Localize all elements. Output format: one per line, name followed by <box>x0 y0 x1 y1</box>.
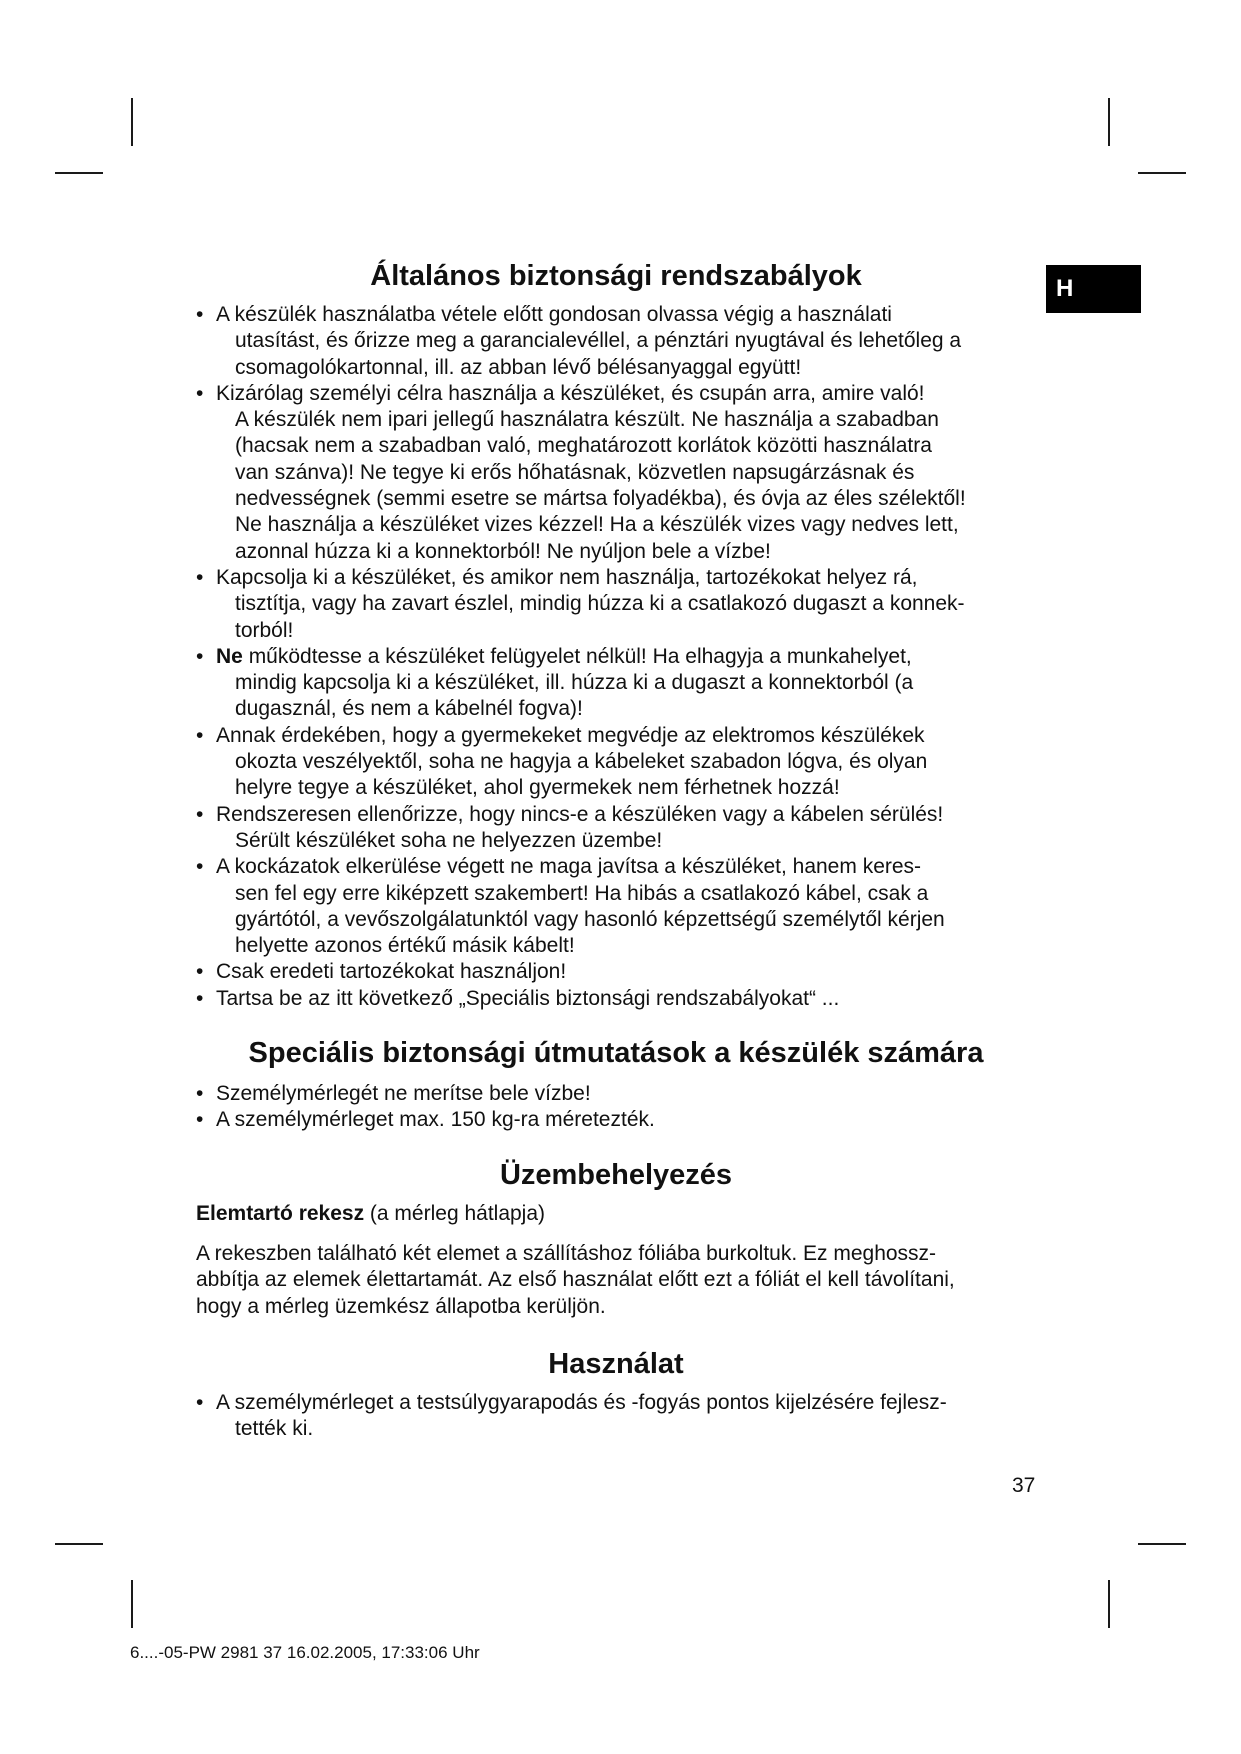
usage-list <box>196 1390 1036 1443</box>
crop-mark-top-right-vertical <box>1108 98 1110 146</box>
general-safety-title: Általános biztonsági rendszabályok <box>370 260 862 292</box>
emphasis-ne: Ne <box>216 644 243 668</box>
list-item-text: Annak érdekében, hogy a gyermekeket megvédje az elektromos készülékek <box>216 723 925 747</box>
list-item-text: sen fel egy erre kiképzett szakembert! Ha hibás a csatlakozó kábel, csak a <box>235 881 929 905</box>
list-item-text: Csak eredeti tartozékokat használjon! <box>216 960 567 984</box>
paragraph-line: abbítja az elemek élettartamát. Az első használat előtt ezt a fóliát el kell távolítani, <box>196 1268 955 1292</box>
list-item <box>196 565 1036 644</box>
list-item-text: működtesse a készüléket felügyelet nélkül! Ha elhagyja a munkahelyet, <box>242 644 912 668</box>
list-item-text: helyette azonos értékű másik kábelt! <box>235 934 575 958</box>
paragraph-line: A rekeszben található két elemet a szállításhoz fóliába burkoltuk. Ez meghossz- <box>196 1241 937 1265</box>
list-item <box>196 381 1036 565</box>
list-item <box>196 644 1036 723</box>
battery-compartment-label: Elemtartó rekesz <box>196 1201 365 1225</box>
list-item-text: Ne használja a készüléket vizes kézzel! Ha a készülék vizes vagy nedves lett, <box>235 513 959 537</box>
list-item-text: utasítást, és őrizze meg a garancialevéllel, a pénztári nyugtával és lehetőleg a <box>235 329 962 353</box>
list-item-text: tisztítja, vagy ha zavart észlel, mindig húzza ki a csatlakozó dugaszt a konnek- <box>235 592 965 616</box>
list-item-text: nedvességnek (semmi esetre se mártsa folyadékba), és óvja az éles szélektől! <box>235 487 966 511</box>
list-item <box>196 723 1036 802</box>
list-item-text: Személymérlegét ne merítse bele vízbe! <box>216 1082 591 1106</box>
list-item-text: Rendszeresen ellenőrizze, hogy nincs-e a készüléken vagy a kábelen sérülés! <box>216 802 944 826</box>
list-item-text: Tartsa be az itt következő „Speciális biztonsági rendszabályokat“ ... <box>216 986 840 1010</box>
list-item <box>196 302 1036 381</box>
list-item-text: A kockázatok elkerülése végett ne maga javítsa a készüléket, hanem keres- <box>216 855 922 879</box>
crop-mark-bottom-left-vertical <box>131 1580 133 1628</box>
crop-mark-top-left-horizontal <box>55 172 103 174</box>
list-item-text: azonnal húzza ki a konnektorból! Ne nyúljon bele a vízbe! <box>235 539 771 563</box>
list-item <box>196 959 1036 985</box>
setup-title: Üzembehelyezés <box>499 1158 733 1191</box>
list-item <box>196 1390 1036 1443</box>
language-tab: H <box>1046 265 1141 313</box>
page-number: 37 <box>1012 1474 1036 1497</box>
crop-mark-top-right-horizontal <box>1138 172 1186 174</box>
crop-mark-bottom-right-horizontal <box>1138 1543 1186 1545</box>
general-safety-list <box>196 302 1036 1012</box>
list-item-text: A készülék használatba vétele előtt gondosan olvassa végig a használati <box>216 303 892 326</box>
page-content <box>196 258 1036 1442</box>
list-item-text: helyre tegye a készüléket, ahol gyermekek nem férhetnek hozzá! <box>235 776 840 800</box>
list-item <box>196 854 1036 959</box>
list-item-text: Kizárólag személyi célra használja a készüléket, és csupán arra, amire való! <box>216 381 925 405</box>
list-item-text: gyártótól, a vevőszolgálatunktól vagy hasonló képzettségű személytől kérjen <box>235 907 945 931</box>
special-safety-list <box>196 1081 1036 1134</box>
list-item-text: tették ki. <box>235 1417 314 1441</box>
crop-mark-top-left-vertical <box>131 98 133 146</box>
crop-mark-bottom-left-horizontal <box>55 1543 103 1545</box>
list-item <box>196 802 1036 855</box>
usage-title: Használat <box>548 1347 684 1380</box>
list-item-text: Kapcsolja ki a készüléket, és amikor nem használja, tartozékokat helyez rá, <box>216 565 918 589</box>
list-item-text: okozta veszélyektől, soha ne hagyja a kábeleket szabadon lógva, és olyan <box>235 750 928 774</box>
print-footer: 6....-05-PW 2981 37 16.02.2005, 17:33:06 Uhr <box>130 1643 480 1662</box>
setup-paragraph <box>196 1241 1036 1320</box>
list-item-text: csomagolókartonnal, ill. az abban lévő bélésanyaggal együtt! <box>235 355 802 379</box>
list-item-text: torból! <box>235 618 294 642</box>
list-item <box>196 986 1036 1012</box>
paragraph-line: hogy a mérleg üzemkész állapotba kerüljön. <box>196 1294 606 1318</box>
list-item-text: (hacsak nem a szabadban való, meghatározott korlátok közötti használatra <box>235 434 932 458</box>
list-item <box>196 1107 1036 1133</box>
list-item-text: A készülék nem ipari jellegű használatra készült. Ne használja a szabadban <box>235 408 939 432</box>
list-item-text: van szánva)! Ne tegye ki erős hőhatásnak, közvetlen napsugárzásnak és <box>235 460 915 484</box>
list-item-text: dugasznál, és nem a kábelnél fogva)! <box>235 697 583 721</box>
list-item-text: mindig kapcsolja ki a készüléket, ill. húzza ki a dugaszt a konnektorból (a <box>235 671 914 695</box>
list-item-text: Sérült készüléket soha ne helyezzen üzembe! <box>235 828 663 852</box>
battery-compartment-heading <box>196 1201 1036 1227</box>
list-item-text: A személymérleget a testsúlygyarapodás és -fogyás pontos kijelzésére fejlesz- <box>216 1390 947 1414</box>
list-item <box>196 1081 1036 1107</box>
special-safety-title: Speciális biztonsági útmutatások a készülék számára <box>248 1037 984 1070</box>
list-item-text: A személymérleget max. 150 kg-ra méretezték. <box>216 1108 655 1132</box>
battery-compartment-note: (a mérleg hátlapja) <box>364 1201 546 1225</box>
crop-mark-bottom-right-vertical <box>1108 1580 1110 1628</box>
